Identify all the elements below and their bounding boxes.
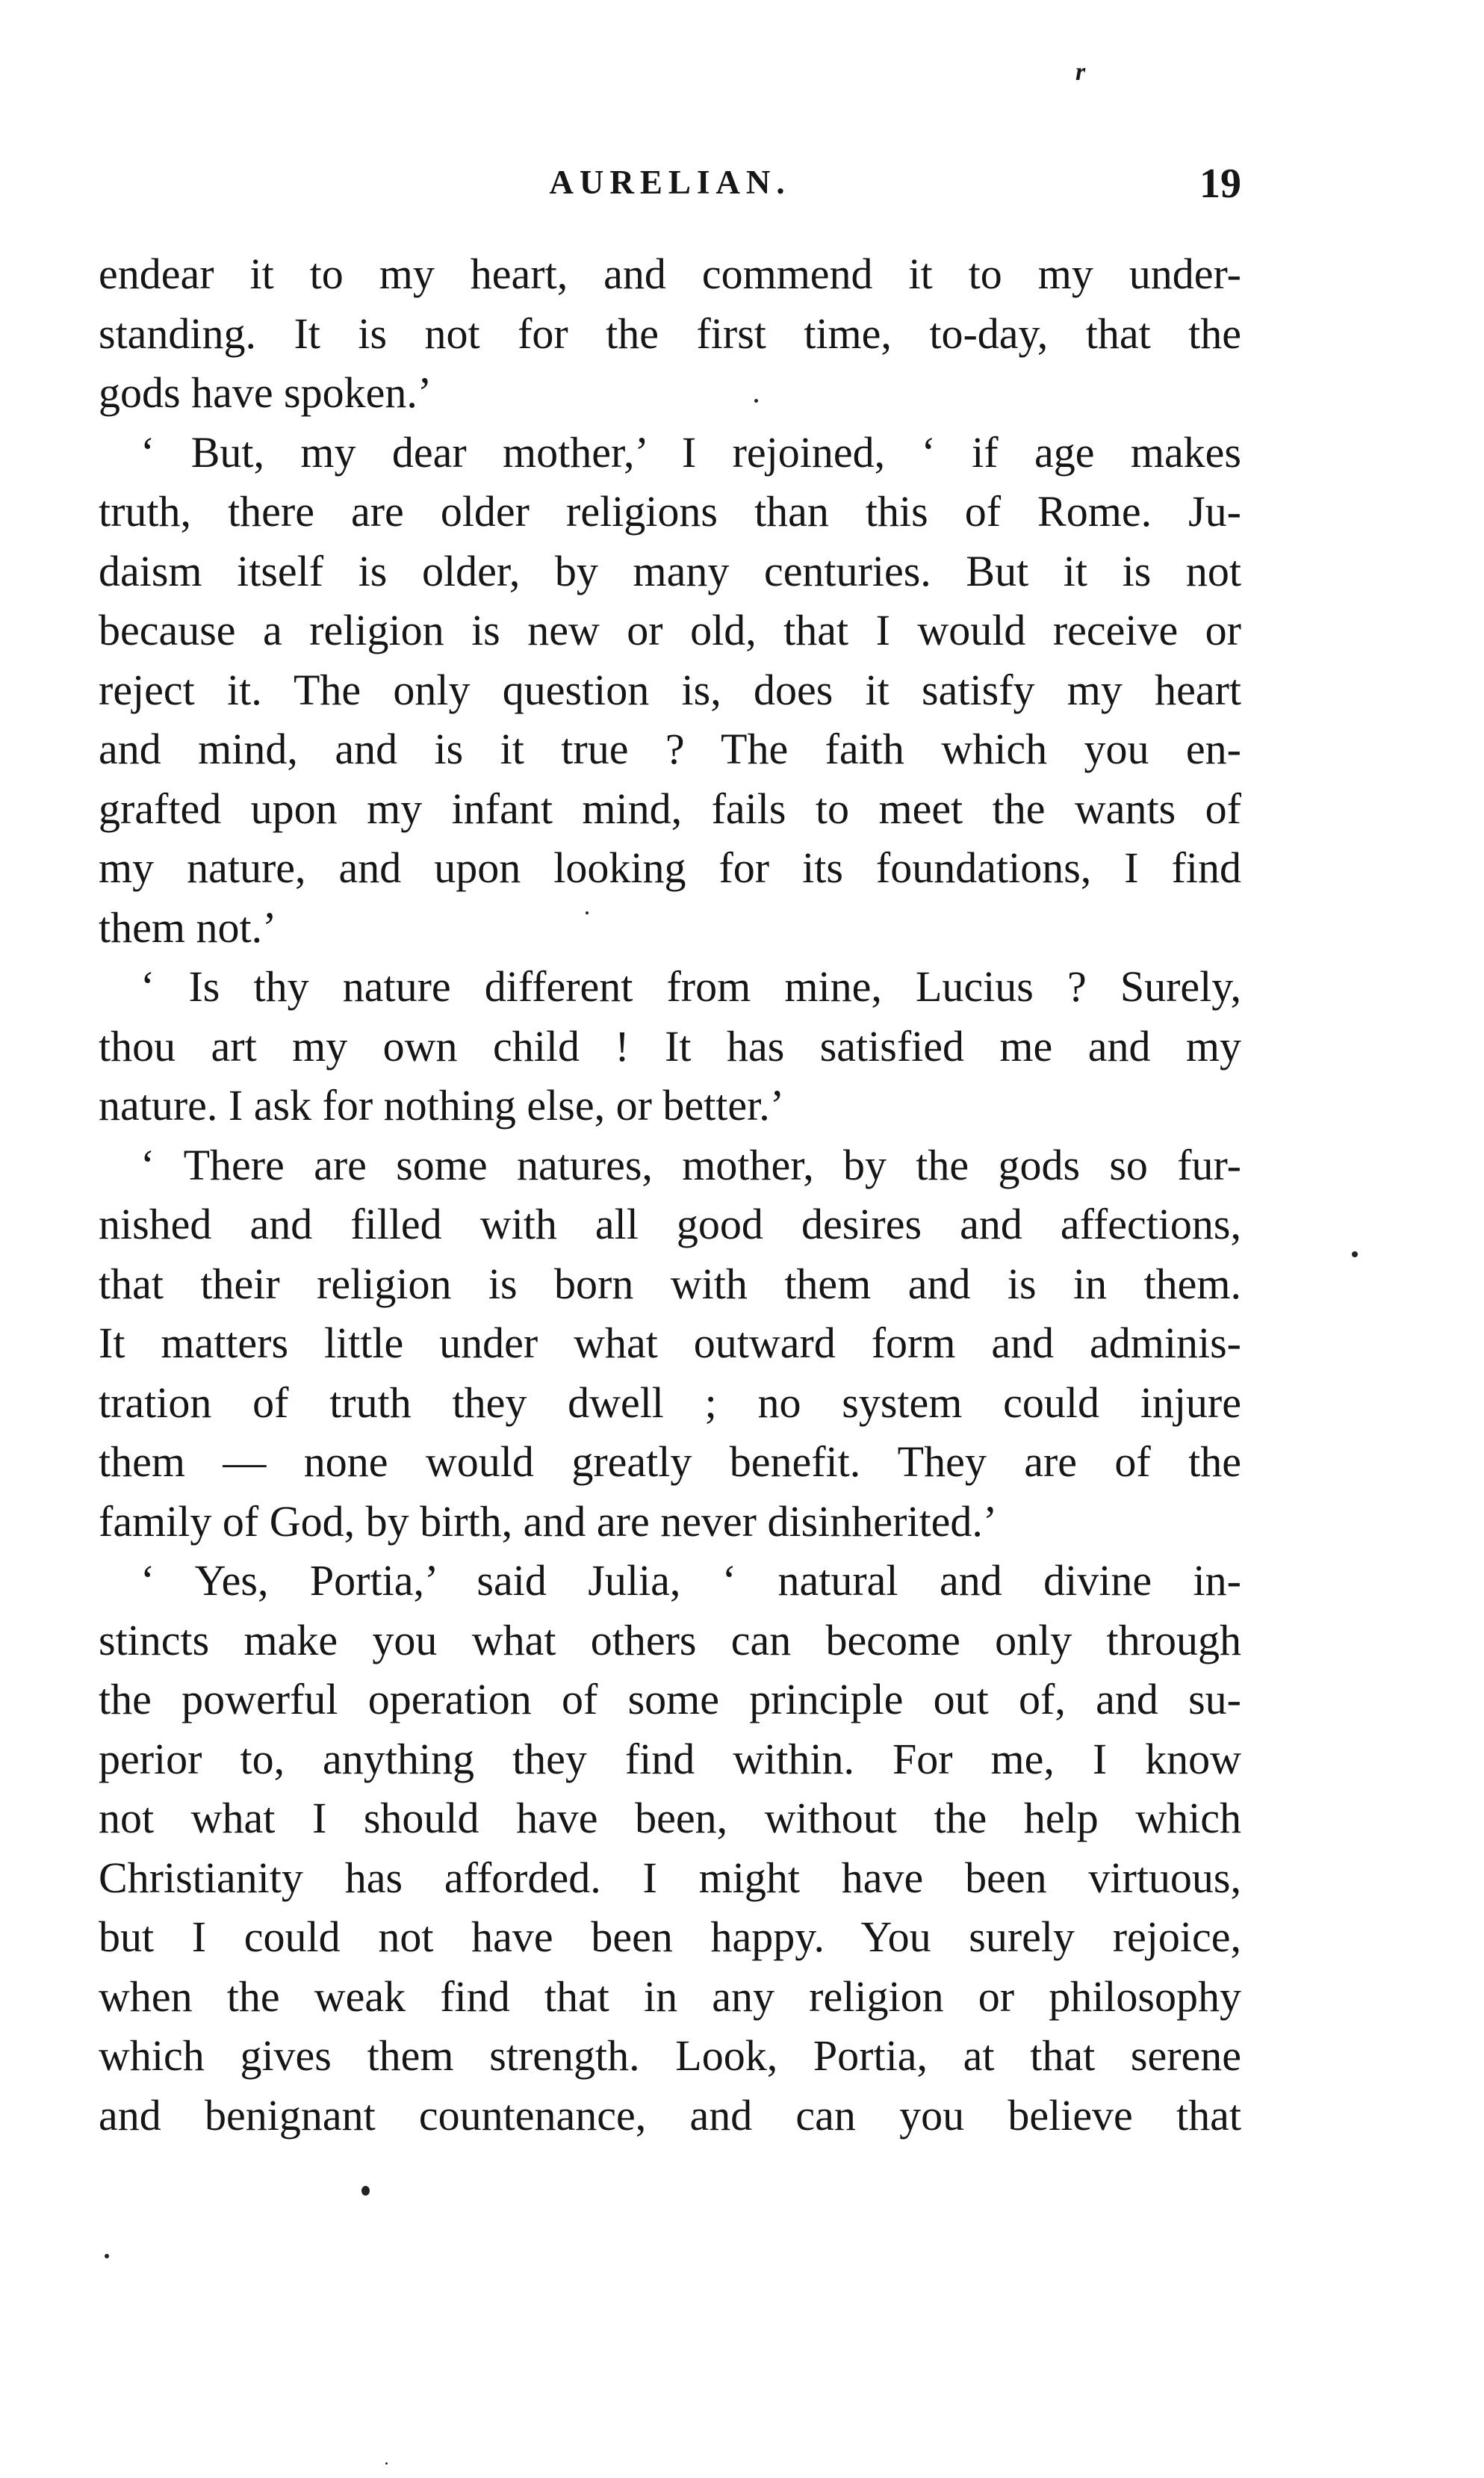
ink-speck (586, 911, 589, 914)
text-line: ‘ But, my dear mother,’ I rejoined, ‘ if age makes (140, 427, 1241, 477)
text-line: nished and filled with all good desires and affections, (99, 1200, 1241, 1248)
text-line: Christianity has afforded. I might have been virtuous, (99, 1853, 1241, 1902)
text-line: ‘ Is thy nature different from mine, Lucius ? Surely, (140, 962, 1241, 1011)
text-line: gods have spoken.’ (99, 368, 432, 417)
text-line: and benignant countenance, and can you believe that (99, 2090, 1241, 2140)
text-line: endear it to my heart, and commend it to my under- (99, 250, 1241, 298)
text-line: thou art my own child ! It has satisfied me and my (99, 1021, 1241, 1071)
text-line: them — none would greatly benefit. They are of the (99, 1437, 1241, 1486)
text-line: and mind, and is it true ? The faith which you en- (99, 725, 1241, 773)
ink-speck (361, 2186, 370, 2196)
text-line: that their religion is born with them and is in them. (99, 1259, 1241, 1308)
text-line: ‘ There are some natures, mother, by the gods so fur- (140, 1140, 1241, 1189)
text-line: It matters little under what outward form and adminis- (99, 1319, 1241, 1367)
text-line: nature. I ask for nothing else, or better.’ (99, 1081, 785, 1130)
ink-speck (1352, 1251, 1358, 1257)
text-line: tration of truth they dwell ; no system could injure (99, 1378, 1241, 1427)
text-line: the powerful operation of some principle out of, and su- (99, 1675, 1241, 1723)
text-line: perior to, anything they find within. For me, I know (99, 1734, 1241, 1783)
text-line: but I could not have been happy. You surely rejoice, (99, 1912, 1241, 1961)
text-line: them not.’ (99, 902, 277, 952)
text-line: reject it. The only question is, does it satisfy my heart (99, 665, 1241, 714)
text-line: family of God, by birth, and are never disinherited.’ (99, 1496, 998, 1546)
text-line: because a religion is new or old, that I would receive or (99, 606, 1241, 654)
running-title: AURELIAN. (549, 164, 791, 201)
text-line: ‘ Yes, Portia,’ said Julia, ‘ natural and divine in- (140, 1556, 1241, 1605)
text-line: standing. It is not for the first time, to-day, that the (99, 309, 1241, 358)
text-line: grafted upon my infant mind, fails to meet the wants of (99, 784, 1241, 833)
page-header (99, 160, 1241, 220)
text-line: daism itself is older, by many centuries. But it is not (99, 546, 1241, 595)
text-line: truth, there are older religions than this of Rome. Ju- (99, 487, 1241, 536)
page-number: 19 (1199, 161, 1241, 207)
text-line: which gives them strength. Look, Portia, at that serene (99, 2031, 1241, 2080)
ink-speck (105, 2254, 109, 2258)
text-line: stincts make you what others can become only through (99, 1615, 1241, 1664)
text-line: not what I should have been, without the help which (99, 1794, 1241, 1842)
text-line: my nature, and upon looking for its foundations, I find (99, 843, 1241, 892)
text-line: when the weak find that in any religion or philosophy (99, 1971, 1241, 2021)
ink-speck (385, 2462, 388, 2465)
ink-speck (754, 399, 758, 403)
corner-mark: r (1075, 58, 1086, 86)
body-text (99, 244, 1241, 2145)
